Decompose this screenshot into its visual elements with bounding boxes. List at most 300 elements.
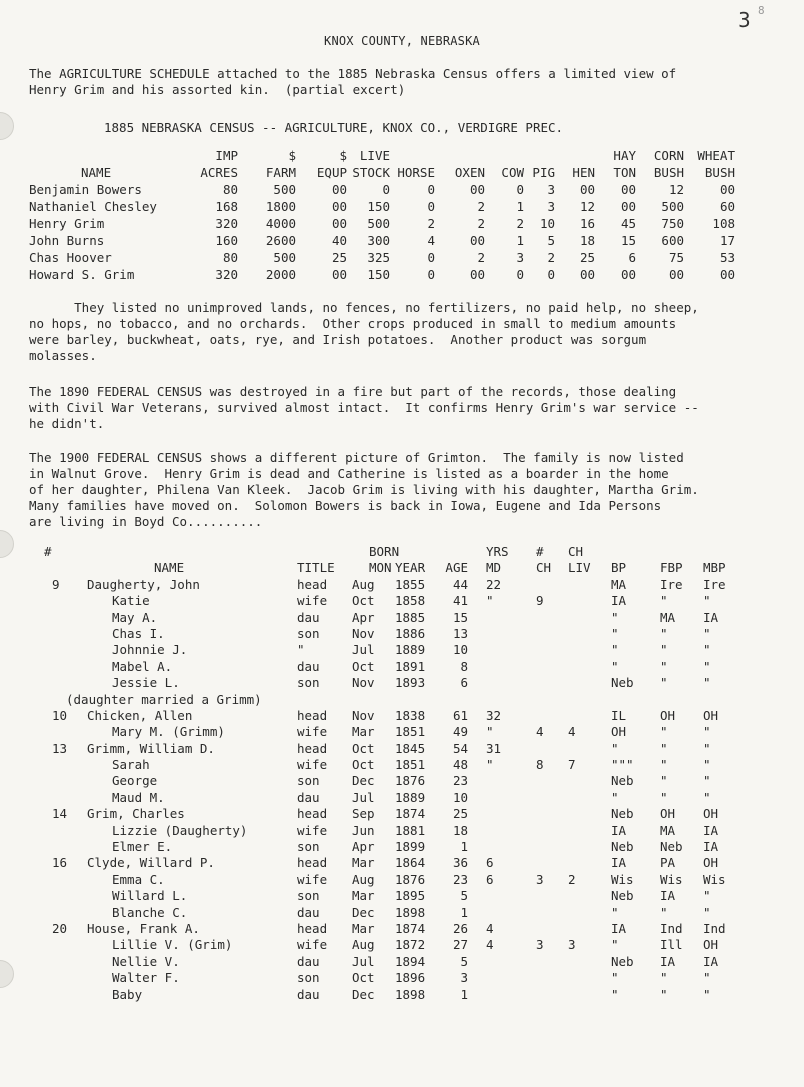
cell-value: 10 [452,642,468,658]
ag-notes-line: They listed no unimproved lands, no fences, no fertilizers, no paid help, no sheep, [29,300,699,315]
census-1900-line: are living in Boyd Co.......... [29,514,263,529]
cell-value: Aug [352,871,375,887]
cell-value: 1876 [395,773,426,789]
cell-value: 0 [547,267,555,282]
cell-value: Nov [352,707,375,723]
census-1900-table [0,544,804,1003]
cell-value: 3 [547,199,555,214]
cell-name: Clyde, Willard P. [87,855,215,871]
cell-value: 1895 [395,888,426,904]
table-row [0,642,804,658]
cell-value: 2000 [265,267,296,282]
cell-value: Mar [352,920,375,936]
cell-name: George [112,773,158,789]
cell-value: Apr [352,839,375,855]
cell-value: MA [660,822,676,838]
cell-name: NAME [154,560,185,576]
cell-value: Wis [703,871,726,887]
cell-value: Neb [611,888,634,904]
table-row [0,626,804,642]
cell-value: Oct [352,740,375,756]
table-row [0,823,804,839]
cell-value: 5 [547,233,555,248]
cell-value: Sep [352,806,375,822]
table-row [0,937,804,953]
cell-value: WHEAT [697,148,735,163]
cell-value: 2 [516,216,524,231]
cell-value: 18 [579,233,595,248]
cell-value: " [703,658,711,674]
cell-value: 13 [52,740,68,756]
table-row [0,708,804,724]
cell-value: Apr [352,609,375,625]
cell-name: Grim, Charles [87,806,185,822]
census-1900-line: Many families have moved on. Solomon Bowers is back in Iowa, Eugene and Ida Persons [29,498,662,513]
cell-value: 500 [661,199,684,214]
cell-value: MA [660,609,676,625]
cell-value: """ [611,757,634,773]
cell-value: IA [611,822,627,838]
cell-value: OXEN [454,165,485,180]
cell-value: 00 [331,199,347,214]
cell-value: 1800 [265,199,296,214]
cell-value: 48 [452,757,468,773]
cell-name: Nathaniel Chesley [29,199,157,214]
cell-value: " [660,593,668,609]
binder-hole [0,112,14,140]
cell-value: 3 [568,937,576,953]
census-1890-paragraph [29,384,789,432]
cell-value: 5 [460,888,468,904]
cell-value: 23 [452,871,468,887]
cell-value: 1858 [395,593,426,609]
cell-value: son [297,888,320,904]
cell-value: Ill [660,937,683,953]
cell-value: " [486,724,494,740]
cell-value: YEAR [395,560,426,576]
cell-value: 41 [452,593,468,609]
cell-value: 75 [668,250,684,265]
cell-value: COW [501,165,524,180]
cell-value: HAY [613,148,636,163]
cell-value: " [660,724,668,740]
cell-value: 00 [469,182,485,197]
cell-value: 22 [486,576,502,592]
cell-value: 1845 [395,740,426,756]
cell-value: 00 [469,233,485,248]
table-row [0,872,804,888]
table-row [0,921,804,937]
cell-value: 1898 [395,904,426,920]
cell-value: 14 [52,806,68,822]
cell-name: Lillie V. (Grim) [112,937,233,953]
cell-value: 00 [668,267,684,282]
cell-value: PIG [532,165,555,180]
ag-notes-paragraph [29,300,789,364]
cell-value: 00 [620,267,636,282]
cell-value: $ [288,148,296,163]
cell-value: " [611,970,619,986]
census-1890-line: with Civil War Veterans, survived almost intact. It confirms Henry Grim's war service -- [29,400,699,415]
cell-value: 2 [477,199,485,214]
cell-value: Mar [352,724,375,740]
cell-value: Ind [660,920,683,936]
cell-value: dau [297,789,320,805]
cell-name: Willard L. [112,888,188,904]
cell-value: 1885 [395,609,426,625]
cell-value: " [660,642,668,658]
census-1900-line: in Walnut Grove. Henry Grim is dead and Catherine is listed as a boarder in the home [29,466,669,481]
ag-notes-line: molasses. [29,348,97,363]
cell-value: 8 [536,757,544,773]
table-row [0,577,804,593]
cell-value: 16 [579,216,595,231]
cell-value: OH [703,707,719,723]
cell-value: 1889 [395,642,426,658]
cell-value: " [703,757,711,773]
cell-value: 00 [620,182,636,197]
table-row [0,659,804,675]
cell-value: 0 [516,267,524,282]
cell-value: IA [611,920,627,936]
intro-line: The AGRICULTURE SCHEDULE attached to the 1885 Nebraska Census offers a limited view of [29,66,677,81]
cell-value: 3 [547,182,555,197]
cell-value: " [703,904,711,920]
cell-value: FARM [265,165,296,180]
cell-value: AGE [445,560,468,576]
cell-value: " [703,789,711,805]
cell-value: 1894 [395,953,426,969]
cell-value: IA [703,839,719,855]
cell-value: 108 [712,216,735,231]
cell-value: " [660,675,668,691]
cell-value: 40 [331,233,347,248]
cell-value: 15 [620,233,636,248]
cell-value: 6 [486,855,494,871]
cell-value: " [703,675,711,691]
cell-value: 12 [668,182,684,197]
cell-value: " [611,904,619,920]
cell-value: 0 [427,250,435,265]
cell-value: 1881 [395,822,426,838]
cell-value: wife [297,937,328,953]
cell-value: MBP [703,560,726,576]
cell-value: # [44,544,52,559]
cell-value: 00 [331,267,347,282]
cell-value: BP [611,560,627,576]
cell-value: 600 [661,233,684,248]
cell-value: OH [703,806,719,822]
cell-value: MD [486,560,502,576]
cell-value: 00 [331,216,347,231]
cell-value: " [611,986,619,1002]
cell-value: 1886 [395,625,426,641]
cell-value: 150 [367,199,390,214]
intro-line: Henry Grim and his assorted kin. (partial excert) [29,82,406,97]
table-row [0,610,804,626]
cell-value: EQUP [316,165,347,180]
cell-value: CORN [653,148,684,163]
cell-value: 16 [52,855,68,871]
cell-name: Grimm, William D. [87,740,215,756]
cell-value: 27 [452,937,468,953]
table-row [0,905,804,921]
cell-value: 44 [452,576,468,592]
cell-value: Nov [352,625,375,641]
cell-name: Katie [112,593,150,609]
cell-value: 0 [516,182,524,197]
cell-value: wife [297,724,328,740]
cell-value: " [660,625,668,641]
cell-value: head [297,576,328,592]
cell-value: 1 [516,199,524,214]
cell-value: " [660,986,668,1002]
cell-value: 6 [486,871,494,887]
table-row [0,724,804,740]
cell-value: 7 [568,757,576,773]
cell-value: " [660,904,668,920]
cell-value: dau [297,904,320,920]
cell-value: 9 [536,593,544,609]
cell-name: Maud M. [112,789,165,805]
cell-value: 8 [460,658,468,674]
cell-value: OH [660,707,676,723]
cell-value: # [536,544,544,559]
cell-value: wife [297,871,328,887]
cell-value: 10 [52,707,68,723]
cell-value: " [703,642,711,658]
cell-name: Mary M. (Grimm) [112,724,225,740]
cell-value: son [297,773,320,789]
cell-value: 500 [367,216,390,231]
cell-value: son [297,675,320,691]
cell-value: 25 [579,250,595,265]
table-row [0,757,804,773]
cell-value: dau [297,986,320,1002]
cell-value: Neb [611,839,634,855]
table-row [0,773,804,789]
cell-value: head [297,806,328,822]
cell-value: 1889 [395,789,426,805]
cell-name: NAME [81,165,112,180]
cell-value: " [660,658,668,674]
cell-name: Daugherty, John [87,576,200,592]
cell-value: OH [611,724,627,740]
cell-value: 1891 [395,658,426,674]
cell-value: 00 [719,267,735,282]
cell-name: Baby [112,986,143,1002]
cell-value: 1874 [395,806,426,822]
cell-value: MON [369,560,392,576]
cell-value: " [611,789,619,805]
census-1890-line: The 1890 FEDERAL CENSUS was destroyed in a fire but part of the records, those dealing [29,384,677,399]
cell-value: IA [703,609,719,625]
cell-value: OH [703,855,719,871]
table-row [0,806,804,822]
cell-value: 0 [427,199,435,214]
cell-name: House, Frank A. [87,920,200,936]
cell-name: Chicken, Allen [87,707,193,723]
cell-value: 54 [452,740,468,756]
cell-name: Jessie L. [112,675,180,691]
cell-value: Ind [703,920,726,936]
cell-value: dau [297,953,320,969]
cell-value: 500 [273,250,296,265]
cell-value: Jun [352,822,375,838]
cell-value: " [703,970,711,986]
table-row [0,839,804,855]
cell-value: PA [660,855,676,871]
cell-value: 6 [628,250,636,265]
cell-value: " [611,658,619,674]
cell-value: 1851 [395,757,426,773]
cell-value: 0 [382,182,390,197]
cell-value: son [297,839,320,855]
cell-value: 2 [568,871,576,887]
cell-value: 6 [460,675,468,691]
cell-value: 1874 [395,920,426,936]
table-row [0,888,804,904]
page-number: 3 [738,8,751,32]
cell-value: Oct [352,757,375,773]
census-1890-line: he didn't. [29,416,105,431]
cell-value: 9 [52,576,60,592]
cell-value: 26 [452,920,468,936]
cell-value: " [703,888,711,904]
cell-value: 45 [620,216,636,231]
cell-value: 3 [460,970,468,986]
cell-value: OH [660,806,676,822]
cell-value: MA [611,576,627,592]
cell-value: 4 [486,920,494,936]
cell-value: 2 [547,250,555,265]
cell-value: 1872 [395,937,426,953]
cell-value: Mar [352,855,375,871]
cell-value: Neb [611,773,634,789]
cell-name: Mabel A. [112,658,173,674]
cell-value: 4 [486,937,494,953]
cell-value: BUSH [704,165,735,180]
table-row [0,970,804,986]
cell-value: 3 [516,250,524,265]
cell-name: John Burns [29,233,105,248]
cell-value: OH [703,937,719,953]
cell-value: IA [703,953,719,969]
cell-value: LIV [568,560,591,576]
cell-value: Nov [352,675,375,691]
cell-value: 00 [331,182,347,197]
cell-value: " [297,642,305,658]
cell-value: Neb [611,953,634,969]
cell-value: 3 [536,937,544,953]
cell-value: Wis [660,871,683,887]
cell-value: LIVE [359,148,390,163]
cell-name: May A. [112,609,158,625]
cell-value: Neb [660,839,683,855]
cell-value: wife [297,593,328,609]
cell-name: Johnnie J. [112,642,188,658]
cell-value: 4 [536,724,544,740]
cell-value: YRS [486,544,509,559]
cell-value: IA [611,855,627,871]
cell-name: Blanche C. [112,904,188,920]
cell-value: 61 [452,707,468,723]
cell-value: Wis [611,871,634,887]
cell-name: Lizzie (Daugherty) [112,822,248,838]
cell-value: 25 [331,250,347,265]
cell-value: Oct [352,658,375,674]
cell-value: " [611,642,619,658]
cell-value: 750 [661,216,684,231]
cell-value: " [703,773,711,789]
cell-value: 32 [486,707,502,723]
cell-value: " [611,740,619,756]
cell-value: 15 [452,609,468,625]
cell-value: son [297,625,320,641]
cell-value: 10 [452,789,468,805]
census-1900-line: of her daughter, Philena Van Kleek. Jacob Grim is living with his daughter, Martha Grim. [29,482,699,497]
cell-value: TITLE [297,560,335,576]
cell-value: 60 [719,199,735,214]
cell-value: dau [297,658,320,674]
cell-value: $ [339,148,347,163]
table-row [0,855,804,871]
table-row [0,741,804,757]
table-row [0,692,804,708]
cell-value: 150 [367,267,390,282]
cell-value: 10 [539,216,555,231]
cell-value: 1898 [395,986,426,1002]
intro-paragraph [29,66,789,98]
cell-value: 2 [477,216,485,231]
cell-value: 1851 [395,724,426,740]
cell-value: 1893 [395,675,426,691]
cell-value: " [703,593,711,609]
cell-name: Nellie V. [112,953,180,969]
cell-value: 4 [568,724,576,740]
cell-value: head [297,740,328,756]
cell-value: Aug [352,576,375,592]
cell-value: 1 [460,839,468,855]
page-number-note: 8 [758,4,765,17]
cell-value: 1 [460,904,468,920]
cell-value: 325 [367,250,390,265]
cell-value: HORSE [397,165,435,180]
cell-name: (daughter married a Grimm) [66,691,262,707]
cell-value: 13 [452,625,468,641]
cell-value: 4 [427,233,435,248]
cell-value: 00 [620,199,636,214]
cell-value: 320 [215,216,238,231]
cell-value: Ire [660,576,683,592]
cell-value: Neb [611,675,634,691]
cell-value: Dec [352,773,375,789]
cell-value: BORN [369,544,400,559]
cell-value: 36 [452,855,468,871]
cell-value: 1 [516,233,524,248]
cell-value: " [611,609,619,625]
census-1900-line: The 1900 FEDERAL CENSUS shows a different picture of Grimton. The family is now listed [29,450,684,465]
cell-value: " [611,937,619,953]
ag-notes-line: were barley, buckwheat, oats, rye, and Irish potatoes. Another product was sorgum [29,332,647,347]
page-title: KNOX COUNTY, NEBRASKA [324,34,480,48]
cell-name: Elmer E. [112,839,173,855]
cell-value: 5 [460,953,468,969]
cell-value: IA [660,953,676,969]
cell-value: " [486,593,494,609]
cell-value: 320 [215,267,238,282]
cell-value: 20 [52,920,68,936]
